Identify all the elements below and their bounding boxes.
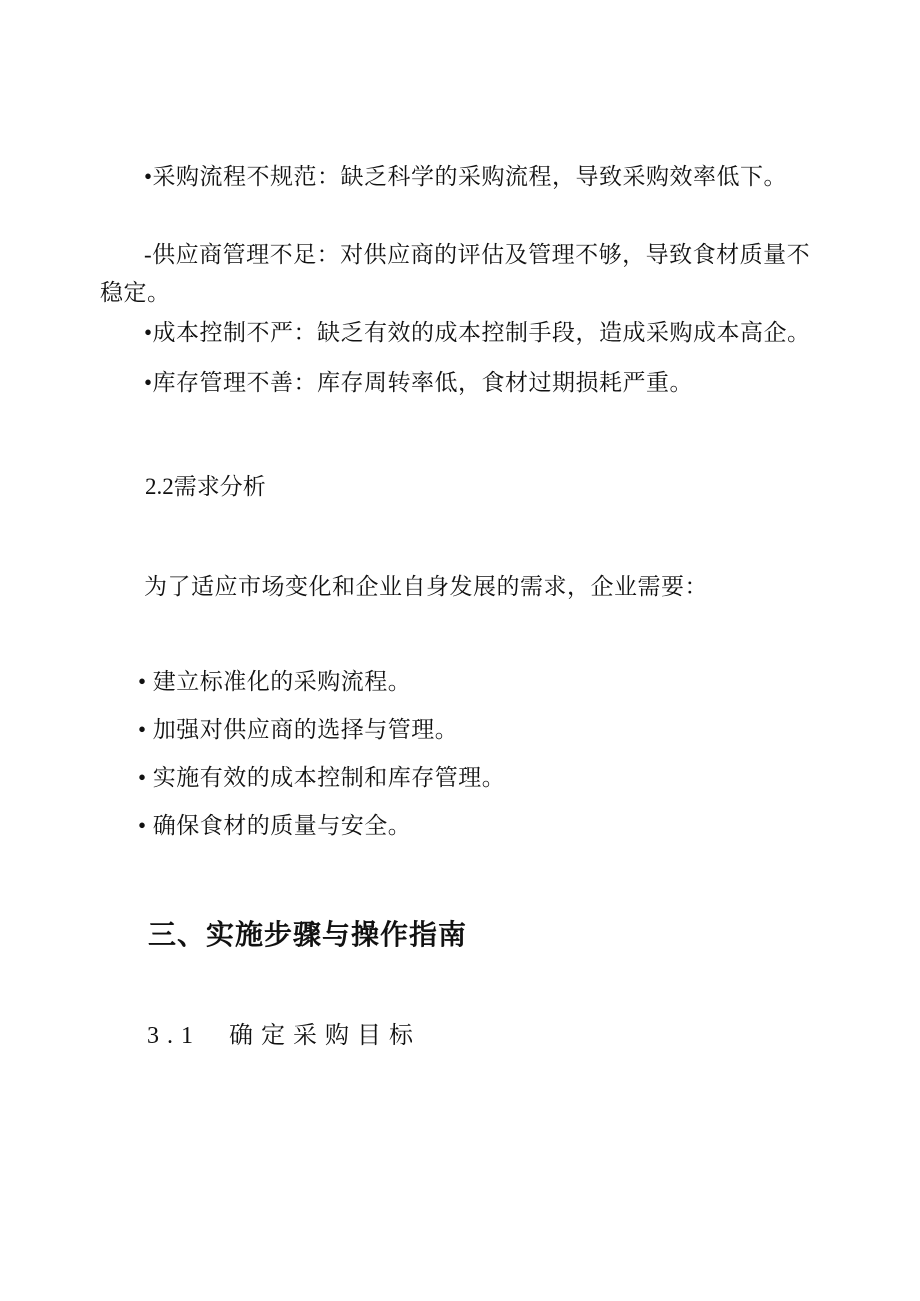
problem-bullet-cost-control: •成本控制不严：缺乏有效的成本控制手段，造成采购成本高企。 — [144, 320, 811, 345]
needs-bullet-supplier-selection: • 加强对供应商的选择与管理。 — [138, 717, 459, 742]
needs-bullet-cost-inventory-control: • 实施有效的成本控制和库存管理。 — [138, 765, 506, 790]
problem-bullet-supplier-management: -供应商管理不足：对供应商的评估及管理不够，导致食材质量不稳定。 — [100, 242, 811, 305]
needs-intro-paragraph: 为了适应市场变化和企业自身发展的需求，企业需要： — [144, 574, 708, 599]
needs-bullet-food-quality-safety: • 确保食材的质量与安全。 — [138, 813, 412, 838]
needs-bullet-standardized-process: • 建立标准化的采购流程。 — [138, 669, 412, 694]
section-heading-3-implementation-steps: 三、实施步骤与操作指南 — [148, 919, 468, 950]
section-heading-2-2-demand-analysis: 2.2需求分析 — [145, 474, 266, 499]
section-heading-3-1-procurement-goals: 3.1 确定采购目标 — [147, 1023, 421, 1049]
problem-bullet-procurement-process: •采购流程不规范：缺乏科学的采购流程，导致采购效率低下。 — [144, 164, 788, 189]
problem-bullet-inventory-management: •库存管理不善：库存周转率低，食材过期损耗严重。 — [144, 370, 694, 395]
